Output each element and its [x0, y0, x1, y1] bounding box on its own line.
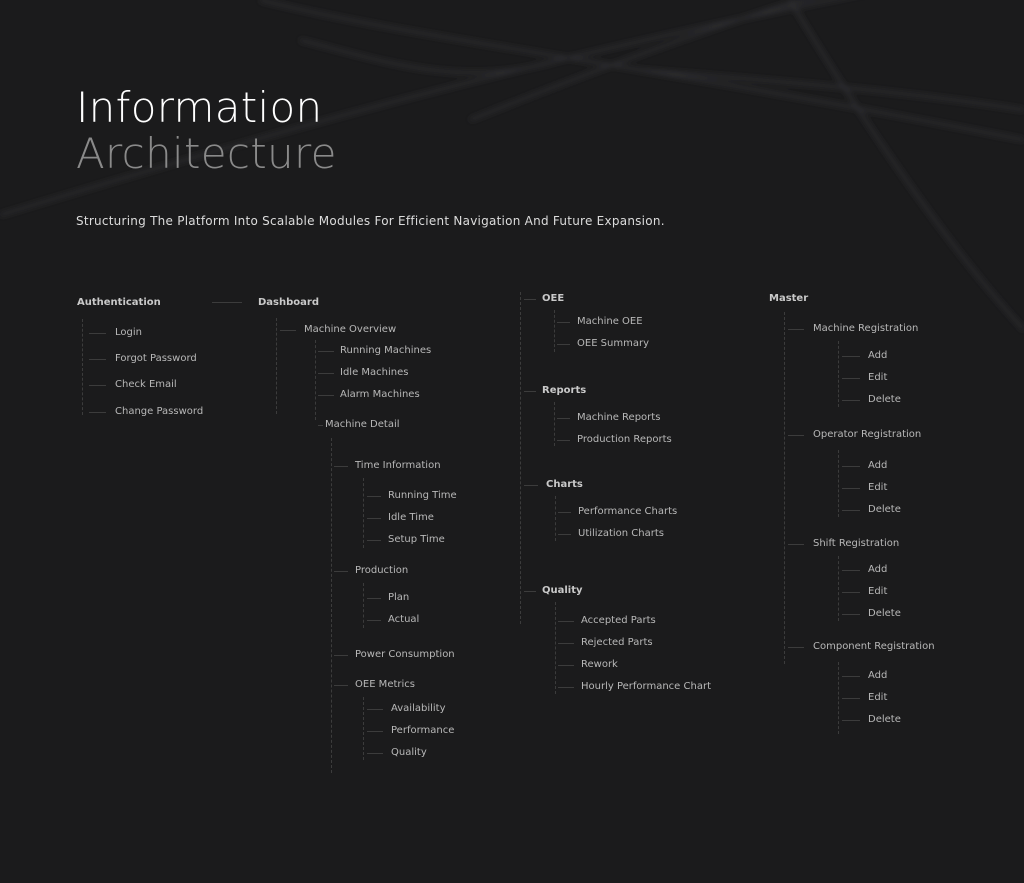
- branch-line: [838, 662, 839, 734]
- connector: [842, 378, 860, 379]
- connector: [334, 466, 348, 467]
- node-authentication: Authentication: [77, 297, 161, 308]
- connector: [788, 647, 804, 648]
- node-production: Production: [355, 565, 409, 576]
- branch-line: [363, 697, 364, 760]
- node-production-reports: Production Reports: [577, 434, 672, 445]
- node-component-delete: Delete: [868, 714, 901, 725]
- connector: [557, 418, 570, 419]
- connector: [89, 333, 106, 334]
- node-oee: OEE: [542, 293, 565, 304]
- connector: [524, 485, 538, 486]
- node-master: Master: [769, 293, 809, 304]
- branch-line: [554, 402, 555, 446]
- page-title-line2: Architecture: [76, 129, 337, 178]
- branch-line: [838, 556, 839, 621]
- node-change-password: Change Password: [115, 406, 204, 417]
- connector: [318, 373, 334, 374]
- connector: [318, 425, 323, 426]
- node-utilization-charts: Utilization Charts: [578, 528, 664, 539]
- page-title-line1: Information: [76, 83, 323, 132]
- branch-line: [276, 318, 277, 414]
- node-oee-summary: OEE Summary: [577, 338, 650, 349]
- branch-line: [784, 312, 785, 664]
- branch-line: [520, 292, 521, 624]
- connector: [788, 329, 804, 330]
- connector: [367, 753, 383, 754]
- connector: [842, 510, 860, 511]
- connector: [558, 643, 574, 644]
- node-machine-overview: Machine Overview: [304, 324, 397, 335]
- connector: [367, 598, 381, 599]
- node-running-time: Running Time: [388, 490, 457, 501]
- branch-line: [363, 583, 364, 628]
- branch-line: [838, 450, 839, 517]
- connector: [557, 344, 570, 345]
- connector: [788, 544, 804, 545]
- connector: [788, 435, 804, 436]
- node-dashboard: Dashboard: [258, 297, 319, 308]
- connector: [557, 440, 570, 441]
- connector: [842, 400, 860, 401]
- node-component-edit: Edit: [868, 692, 888, 703]
- connector: [557, 322, 570, 323]
- connector: [89, 412, 106, 413]
- node-hourly-performance-chart: Hourly Performance Chart: [581, 681, 711, 692]
- branch-line: [363, 478, 364, 548]
- connector: [524, 299, 536, 300]
- node-shift-delete: Delete: [868, 608, 901, 619]
- connector: [842, 720, 860, 721]
- connector: [318, 351, 334, 352]
- node-performance-charts: Performance Charts: [578, 506, 678, 517]
- node-operator-add: Add: [868, 460, 888, 471]
- connector: [334, 571, 348, 572]
- connector: [89, 359, 106, 360]
- node-machine-oee: Machine OEE: [577, 316, 643, 327]
- node-actual: Actual: [388, 614, 420, 625]
- node-machine-add: Add: [868, 350, 888, 361]
- connector: [318, 395, 334, 396]
- connector: [280, 330, 296, 331]
- connector: [558, 534, 571, 535]
- node-running-machines: Running Machines: [340, 345, 432, 356]
- connector: [524, 391, 536, 392]
- node-rework: Rework: [581, 659, 618, 670]
- node-login: Login: [115, 327, 142, 338]
- node-time-information: Time Information: [355, 460, 441, 471]
- connector: [367, 496, 381, 497]
- node-component-registration: Component Registration: [813, 641, 935, 652]
- connector: [367, 620, 381, 621]
- node-shift-add: Add: [868, 564, 888, 575]
- connector: [558, 621, 574, 622]
- node-machine-registration: Machine Registration: [813, 323, 919, 334]
- node-power-consumption: Power Consumption: [355, 649, 455, 660]
- node-plan: Plan: [388, 592, 410, 603]
- node-machine-detail: Machine Detail: [325, 419, 400, 430]
- node-operator-registration: Operator Registration: [813, 429, 922, 440]
- branch-line: [555, 496, 556, 541]
- connector: [558, 512, 571, 513]
- node-charts: Charts: [546, 479, 583, 490]
- connector: [842, 592, 860, 593]
- node-machine-delete: Delete: [868, 394, 901, 405]
- page-subtitle: Structuring The Platform Into Scalable Modules For Efficient Navigation And Future Expansion.: [76, 214, 665, 228]
- node-alarm-machines: Alarm Machines: [340, 389, 420, 400]
- connector: [524, 591, 536, 592]
- connector: [842, 698, 860, 699]
- connector: [367, 731, 383, 732]
- connector: [842, 570, 860, 571]
- node-shift-registration: Shift Registration: [813, 538, 900, 549]
- node-shift-edit: Edit: [868, 586, 888, 597]
- node-performance: Performance: [391, 725, 455, 736]
- connector: [842, 466, 860, 467]
- branch-line: [315, 340, 316, 420]
- node-forgot-password: Forgot Password: [115, 353, 197, 364]
- node-quality-metric: Quality: [391, 747, 427, 758]
- connector: [842, 614, 860, 615]
- connector: [558, 687, 574, 688]
- branch-line: [331, 438, 332, 773]
- node-idle-machines: Idle Machines: [340, 367, 409, 378]
- connector: [558, 665, 574, 666]
- connector: [842, 676, 860, 677]
- connector: [367, 540, 381, 541]
- branch-line: [82, 319, 83, 415]
- node-machine-reports: Machine Reports: [577, 412, 661, 423]
- node-operator-delete: Delete: [868, 504, 901, 515]
- connector: [842, 356, 860, 357]
- connector: [334, 685, 348, 686]
- node-operator-edit: Edit: [868, 482, 888, 493]
- branch-line: [838, 341, 839, 407]
- node-check-email: Check Email: [115, 379, 177, 390]
- connector: [334, 655, 348, 656]
- node-availability: Availability: [391, 703, 446, 714]
- branch-line: [555, 602, 556, 694]
- connector: [89, 385, 106, 386]
- node-rejected-parts: Rejected Parts: [581, 637, 653, 648]
- node-reports: Reports: [542, 385, 587, 396]
- node-quality: Quality: [542, 585, 583, 596]
- connector: [842, 488, 860, 489]
- node-oee-metrics: OEE Metrics: [355, 679, 415, 690]
- node-setup-time: Setup Time: [388, 534, 445, 545]
- connector-auth-dashboard: [212, 302, 242, 303]
- node-machine-edit: Edit: [868, 372, 888, 383]
- connector: [367, 518, 381, 519]
- connector: [367, 709, 383, 710]
- node-idle-time: Idle Time: [388, 512, 434, 523]
- node-component-add: Add: [868, 670, 888, 681]
- branch-line: [554, 310, 555, 352]
- node-accepted-parts: Accepted Parts: [581, 615, 656, 626]
